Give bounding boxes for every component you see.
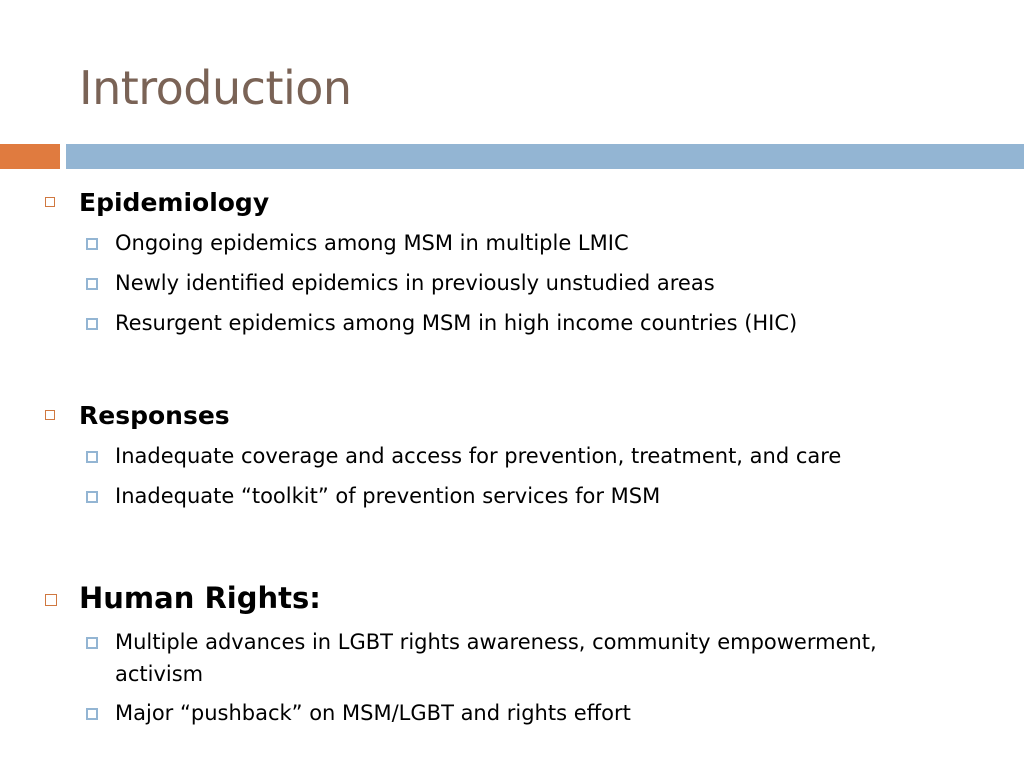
list-item-text: Resurgent epidemics among MSM in high income countries (HIC) [115,311,798,335]
hollow-square-bullet-icon [45,197,55,207]
bullet-list [0,440,1024,513]
list-item-text: Major “pushback” on MSM/LGBT and rights effort [115,701,631,725]
list-item-text: Inadequate “toolkit” of prevention services for MSM [115,484,661,508]
section-human-rights [0,580,1024,737]
square-bullet-icon [86,318,98,330]
section-heading-label: Responses [79,401,230,430]
list-item-text: Inadequate coverage and access for prevention, treatment, and care [115,444,842,468]
list-item-text: Multiple advances in LGBT rights awareness, community empowerment, activism [115,630,877,686]
section-epidemiology [0,185,1024,347]
bullet-list [0,227,1024,340]
list-item-text: Ongoing epidemics among MSM in multiple LMIC [115,231,629,255]
section-heading-label: Epidemiology [79,188,270,217]
list-item-text: Newly identified epidemics in previously unstudied areas [115,271,715,295]
square-bullet-icon [86,238,98,250]
section-heading-label: Human Rights: [79,581,321,615]
bullet-list [0,626,1024,730]
list-item [0,697,1024,730]
square-bullet-icon [86,708,98,720]
hollow-square-bullet-icon [45,410,55,420]
section-responses [0,398,1024,520]
square-bullet-icon [86,491,98,503]
hollow-square-bullet-icon [45,594,57,606]
square-bullet-icon [86,278,98,290]
list-item [0,307,1024,340]
section-heading [0,398,1024,434]
list-item [0,227,1024,260]
square-bullet-icon [86,451,98,463]
list-item [0,480,1024,513]
list-item [0,440,1024,473]
title-accent-bar [0,144,60,169]
square-bullet-icon [86,637,98,649]
title-divider-bar [66,144,1024,169]
slide-title: Introduction [79,61,352,115]
section-heading [0,580,1024,616]
list-item [0,626,1024,690]
section-heading [0,185,1024,221]
list-item [0,267,1024,300]
